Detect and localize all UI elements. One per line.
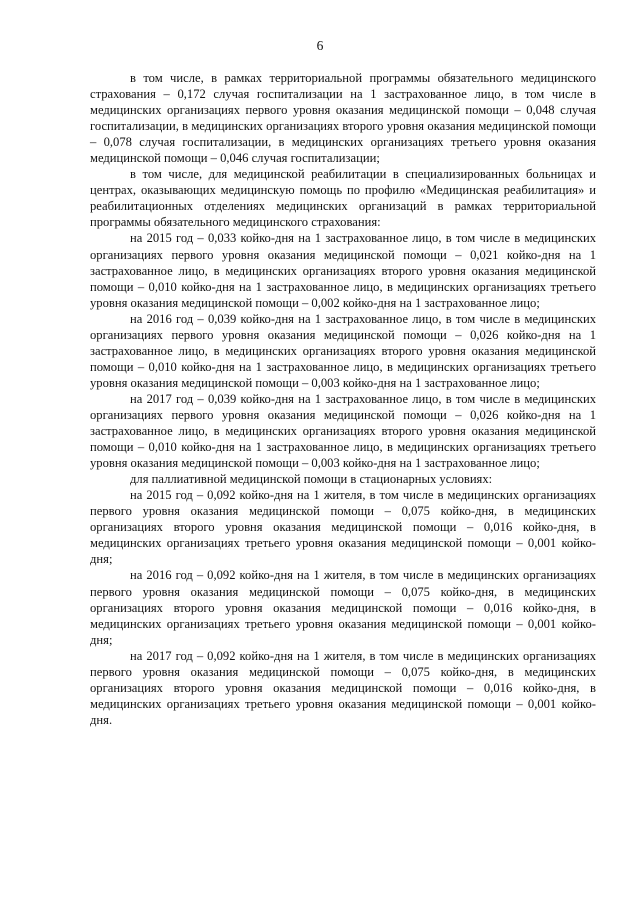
paragraph-rehabilitation-2015: на 2015 год – 0,033 койко-дня на 1 застрахованное лицо, в том числе в медицинских организациях первого уровня оказания медицинской помощи – 0,021 койко-дня на 1 застрахованное лицо, в медицинских организациях второго уровня оказания медицинской помощи – 0,010 койко-дня на 1 застрахованное лицо, в медицинских организациях третьего уровня оказания медицинской помощи – 0,002 койко-дня на 1 застрахованное лицо; [90,231,596,310]
paragraph-rehabilitation-2016: на 2016 год – 0,039 койко-дня на 1 застрахованное лицо, в том числе в медицинских организациях первого уровня оказания медицинской помощи – 0,026 койко-дня на 1 застрахованное лицо, в медицинских организациях второго уровня оказания медицинской помощи – 0,010 койко-дня на 1 застрахованное лицо, в медицинских организациях третьего уровня оказания медицинской помощи – 0,003 койко-дня на 1 застрахованное лицо; [90,311,596,390]
paragraph-palliative-2016: на 2016 год – 0,092 койко-дня на 1 жителя, в том числе в медицинских организациях первого уровня оказания медицинской помощи – 0,075 койко-дня, в медицинских организациях второго уровня оказания медицинской помощи – 0,016 койко-дня, в медицинских организациях третьего уровня оказания медицинской помощи – 0,001 койко-дня; [90,568,596,647]
paragraph-insurance-hospitalization: в том числе, в рамках территориальной программы обязательного медицинского страхования – 0,172 случая госпитализации на 1 застрахованное лицо, в том числе в медицинских организациях первого уровня оказания медицинской помощи – 0,048 случая госпитализации, в медицинских организациях второго уровня оказания медицинской помощи – 0,078 случая госпитализации, в медицинских организациях третьего уровня оказания медицинской помощи – 0,046 случая госпитализации; [90,71,596,166]
paragraph-palliative-2015: на 2015 год – 0,092 койко-дня на 1 жителя, в том числе в медицинских организациях первого уровня оказания медицинской помощи – 0,075 койко-дня, в медицинских организациях второго уровня оказания медицинской помощи – 0,016 койко-дня, в медицинских организациях третьего уровня оказания медицинской помощи – 0,001 койко-дня; [90,488,596,567]
paragraph-palliative-2017: на 2017 год – 0,092 койко-дня на 1 жителя, в том числе в медицинских организациях первого уровня оказания медицинской помощи – 0,075 койко-дня, в медицинских организациях второго уровня оказания медицинской помощи – 0,016 койко-дня, в медицинских организациях третьего уровня оказания медицинской помощи – 0,001 койко-дня. [90,648,596,727]
page-number: 6 [316,38,324,53]
document-body [90,70,596,728]
paragraph-rehabilitation-2017: на 2017 год – 0,039 койко-дня на 1 застрахованное лицо, в том числе в медицинских организациях первого уровня оказания медицинской помощи – 0,026 койко-дня на 1 застрахованное лицо, в медицинских организациях второго уровня оказания медицинской помощи – 0,010 койко-дня на 1 застрахованное лицо, в медицинских организациях третьего уровня оказания медицинской помощи – 0,003 койко-дня на 1 застрахованное лицо; [90,391,596,471]
paragraph-palliative-intro: для паллиативной медицинской помощи в стационарных условиях: [130,472,493,487]
paragraph-rehabilitation-intro: в том числе, для медицинской реабилитации в специализированных больницах и центрах, оказывающих медицинскую помощь по профилю «Медицинская реабилитация» и реабилитационных отделениях медицинских организаций в рамках территориальной программы обязательного медицинского страхования: [90,167,596,230]
